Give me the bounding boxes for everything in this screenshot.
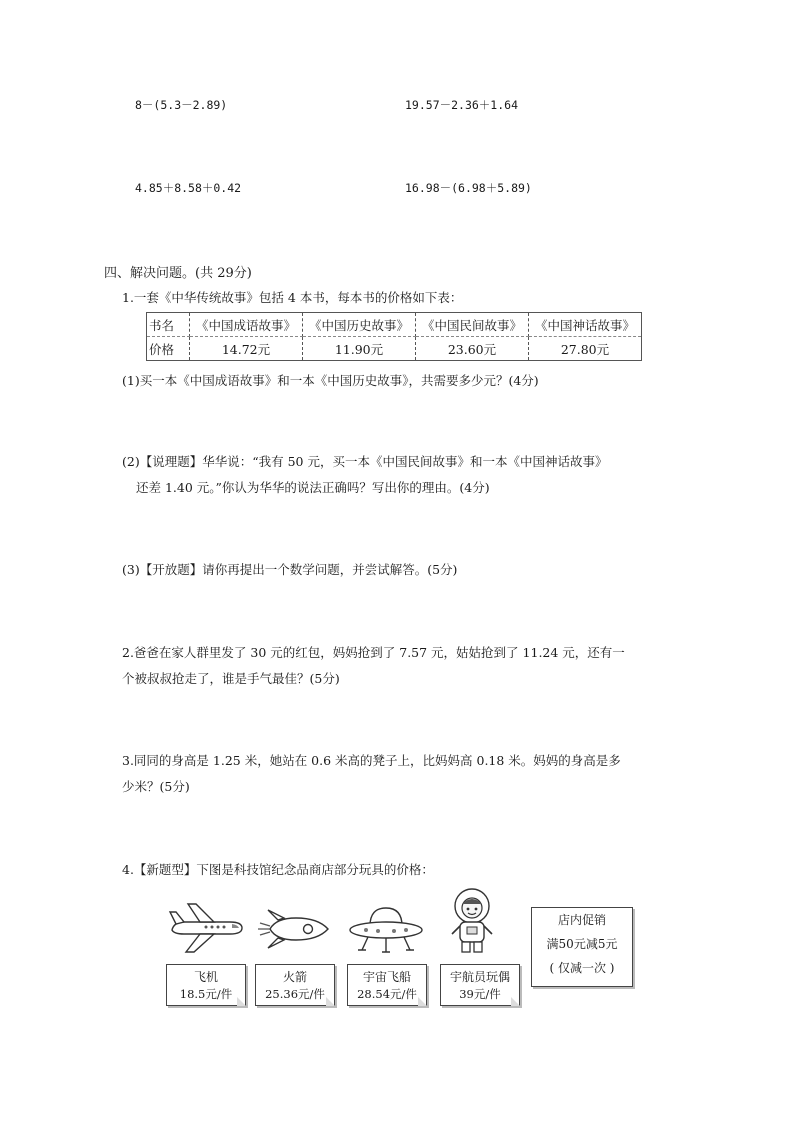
astronaut-icon: [446, 886, 498, 956]
table-cell: 11.90元: [303, 337, 416, 361]
table-cell: 《中国成语故事》: [190, 313, 303, 337]
table-cell: 《中国历史故事》: [303, 313, 416, 337]
toy-price: 39元/件: [459, 987, 501, 1001]
ufo-icon: [346, 900, 426, 956]
toy-name: 飞机: [193, 970, 218, 984]
promo-note: ( 仅减一次 ): [549, 961, 615, 975]
toy-tag-astronaut: [440, 964, 520, 1006]
rocket-icon: [256, 906, 330, 952]
toy-price: 18.5元/件: [179, 987, 233, 1001]
toy-tag-ufo: [347, 964, 427, 1006]
calc-2: 19.57－2.36＋1.64: [405, 98, 519, 112]
promo-rule: 满50元减5元: [546, 937, 618, 951]
promo-title: 店内促销: [557, 913, 606, 927]
q2-line1: 2.爸爸在家人群里发了 30 元的红包，妈妈抢到了 7.57 元，姑姑抢到了 11.24 元，还有一: [122, 645, 625, 660]
q1-sub2-line2: 还差 1.40 元。”你认为华华的说法正确吗？写出你的理由。(4分): [136, 480, 490, 495]
toy-name: 宇航员玩偶: [449, 970, 510, 984]
promo-box: [531, 907, 633, 987]
price-table: [146, 312, 642, 361]
q1-intro: 1.一套《中华传统故事》包括 4 本书，每本书的价格如下表：: [122, 290, 463, 305]
q1-sub3: (3)【开放题】请你再提出一个数学问题，并尝试解答。(5分): [122, 562, 458, 577]
table-cell: 《中国神话故事》: [529, 313, 642, 337]
toy-name: 宇宙飞船: [362, 970, 411, 984]
toy-tag-rocket: [255, 964, 335, 1006]
airplane-icon: [166, 900, 246, 956]
toy-name: 火箭: [282, 970, 307, 984]
q1-sub1: (1)买一本《中国成语故事》和一本《中国历史故事》，共需要多少元？(4分): [122, 373, 539, 388]
q2-line2: 个被叔叔抢走了，谁是手气最佳？(5分): [122, 671, 340, 686]
table-row: [147, 313, 642, 337]
calc-3: 4.85＋8.58＋0.42: [135, 181, 242, 195]
table-cell: 27.80元: [529, 337, 642, 361]
calc-1: 8－(5.3－2.89): [135, 98, 228, 112]
table-cell: 14.72元: [190, 337, 303, 361]
calc-4: 16.98－(6.98＋5.89): [405, 181, 532, 195]
q4-intro: 4.【新题型】下图是科技馆纪念品商店部分玩具的价格：: [122, 862, 434, 877]
q3-line1: 3.同同的身高是 1.25 米，她站在 0.6 米高的凳子上，比妈妈高 0.18 米。妈妈的身高是多: [122, 753, 621, 768]
toy-price: 25.36元/件: [265, 987, 325, 1001]
toy-tag-airplane: [166, 964, 246, 1006]
toy-price: 28.54元/件: [357, 987, 417, 1001]
section-title: 四、解决问题。(共 29分): [104, 266, 252, 281]
table-cell: 书名: [147, 313, 190, 337]
q3-line2: 少米？(5分): [122, 779, 190, 794]
table-cell: 《中国民间故事》: [416, 313, 529, 337]
table-cell: 23.60元: [416, 337, 529, 361]
table-cell: 价格: [147, 337, 190, 361]
q1-sub2-line1: (2)【说理题】华华说：“我有 50 元，买一本《中国民间故事》和一本《中国神话故事》: [122, 454, 608, 469]
table-row: [147, 337, 642, 361]
